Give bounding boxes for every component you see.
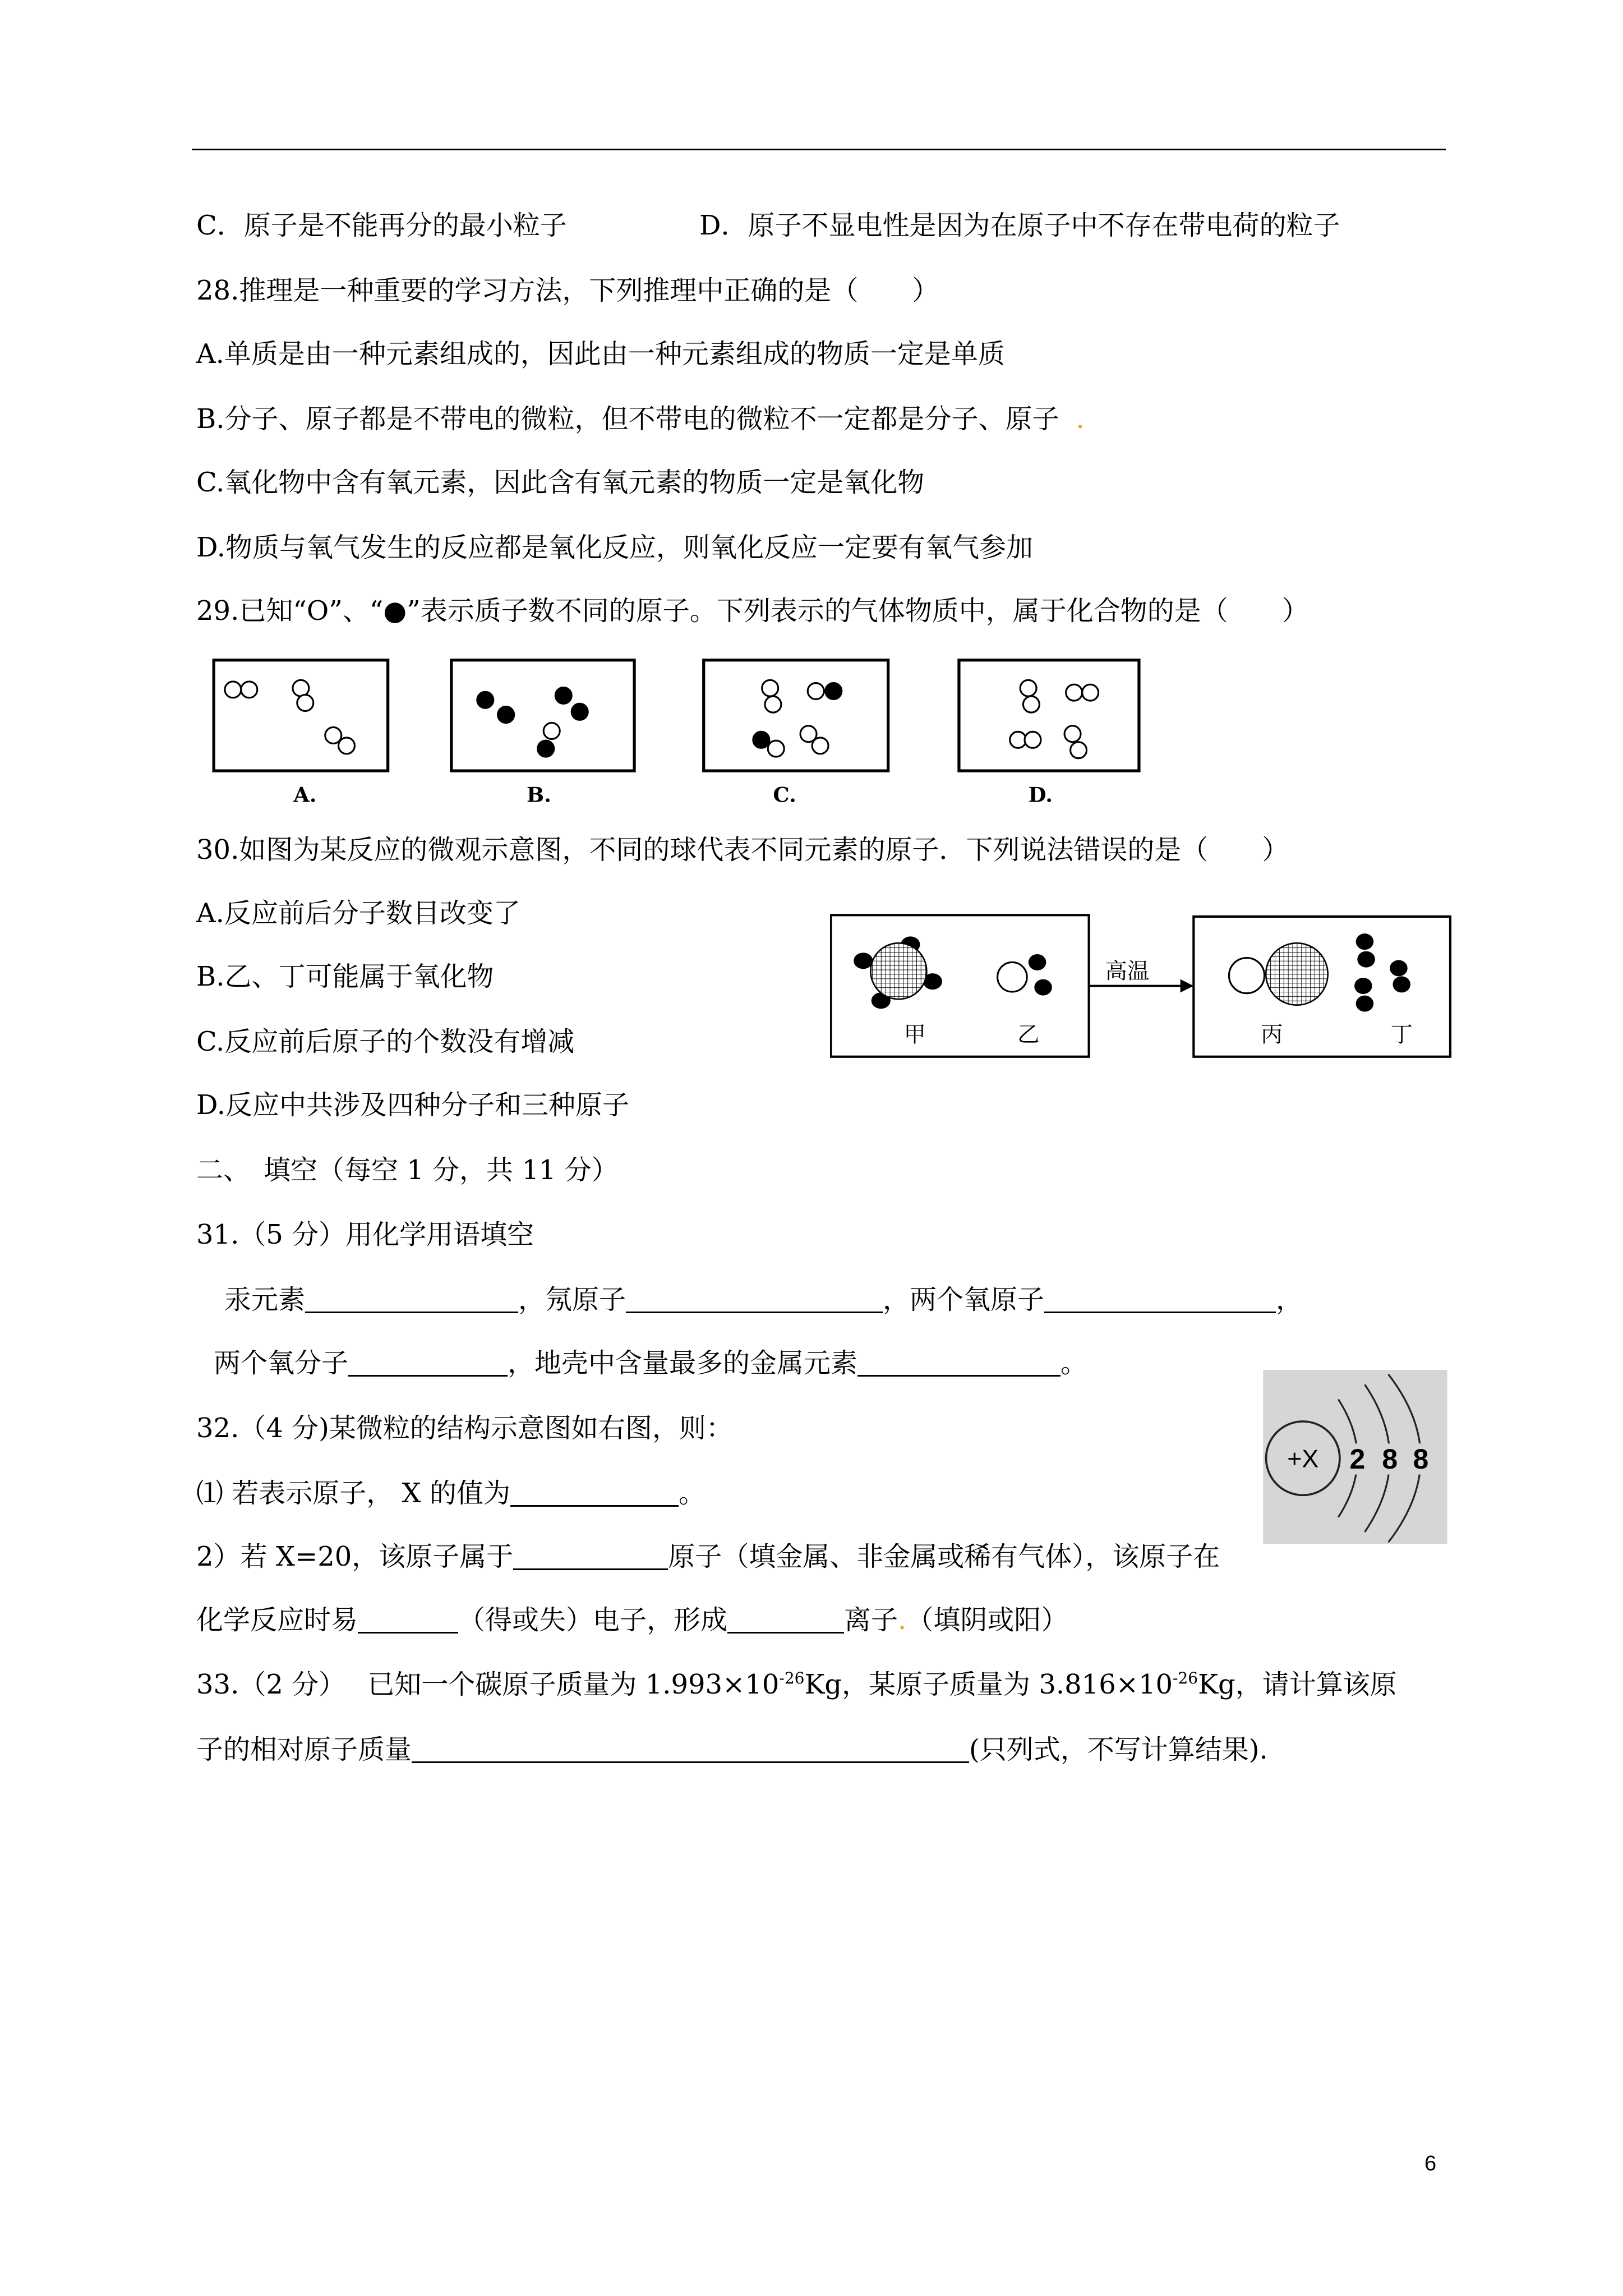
- q28-option-c: C.氧化物中含有氧元素，因此含有氧元素的物质一定是氧化物: [196, 467, 925, 498]
- q31-line-2-end: 。: [1061, 1347, 1088, 1379]
- answer-blank: [1044, 1289, 1276, 1313]
- answer-blank: [412, 1739, 969, 1763]
- q31-prompt-mercury: 汞元素: [224, 1284, 306, 1315]
- answer-blank: [510, 1483, 679, 1507]
- atom-white: [765, 696, 781, 712]
- q31-stem: 31.（5 分）用化学用语填空: [196, 1219, 534, 1250]
- q32-ion-word: 离子: [844, 1604, 898, 1636]
- atom-black: [1029, 954, 1046, 970]
- q28-option-b-mark: .: [1076, 403, 1085, 435]
- atom-white: [1020, 680, 1036, 696]
- q32-part-2-prompt: 2）若 X=20，该原子属于: [196, 1541, 514, 1572]
- molecules-ding: [1354, 933, 1410, 1011]
- q32-part-2-text: 原子（填金属、非金属或稀有气体），该原子在: [668, 1541, 1220, 1572]
- section-2-heading: 二、 填空（每空 1 分，共 11 分）: [196, 1154, 619, 1186]
- q27-option-c: C．原子是不能再分的最小粒子: [196, 210, 567, 241]
- answer-blank: [305, 1289, 518, 1313]
- q29-box-d: [959, 660, 1139, 771]
- atom-white: [1066, 684, 1082, 701]
- q33-line-2: [196, 1733, 1268, 1766]
- q29-stem: 29.已知“O”、“●”表示质子数不同的原子。下列表示的气体物质中，属于化合物的是（ ）: [196, 595, 1309, 627]
- q30-option-b: B.乙、丁可能属于氧化物: [196, 961, 494, 992]
- atom-white: [1023, 696, 1039, 712]
- q32-part-1-end: 。: [678, 1478, 706, 1509]
- q28-option-b: [196, 402, 1085, 436]
- atom-white: [1010, 731, 1026, 748]
- answer-blank: [348, 1352, 508, 1377]
- atom-hatched: [1266, 943, 1327, 1005]
- q31-line-1: [224, 1283, 1303, 1317]
- q29-box-c: [704, 660, 888, 771]
- atom-black: [1354, 978, 1372, 994]
- answer-blank: [727, 1609, 844, 1634]
- atom-structure-diagram: [1263, 1370, 1447, 1544]
- atom-black: [1393, 976, 1410, 992]
- atom-white: [768, 740, 784, 757]
- atom-white: [241, 682, 257, 698]
- atom-white: [762, 680, 778, 696]
- q31-prompt-two-oxygen-atoms: ，两个氧原子: [883, 1284, 1045, 1315]
- molecule-bing: [1229, 943, 1327, 1005]
- atom-white: [225, 682, 241, 698]
- q29-figure: [206, 654, 1151, 812]
- atom-white: [1082, 684, 1099, 701]
- page-number: 6: [1424, 2152, 1437, 2175]
- q29-box-a-frame: [214, 660, 388, 771]
- q32-prompt-gain-lose: 化学反应时易: [196, 1604, 358, 1636]
- atom-black: [498, 707, 514, 723]
- atom-black: [1357, 951, 1375, 968]
- q32-part-1-prompt: ⑴ 若表示原子， X 的值为: [196, 1478, 510, 1509]
- atom-white: [1229, 958, 1264, 993]
- answer-blank: [358, 1609, 458, 1634]
- q33-line-1: [196, 1668, 1397, 1701]
- atom-white: [543, 723, 560, 739]
- atom-black: [854, 953, 873, 969]
- label-ding: 丁: [1390, 1022, 1413, 1047]
- q33-text-atom-mass: Kg，某原子质量为 3.816×10: [804, 1669, 1173, 1700]
- q28-option-d: D.物质与氧气发生的反应都是氧化反应，则氧化反应一定要有氧气参加: [196, 532, 1034, 563]
- label-jia: 甲: [903, 1022, 926, 1047]
- q33-text-carbon-mass: 33.（2 分） 已知一个碳原子质量为 1.993×10: [196, 1669, 780, 1700]
- q32-prompt-form: （得或失）电子，形成: [458, 1604, 728, 1636]
- answer-blank: [626, 1289, 883, 1313]
- q33-exponent-1: -26: [779, 1669, 805, 1687]
- label-yi: 乙: [1017, 1022, 1040, 1047]
- answer-blank: [857, 1352, 1061, 1377]
- atom-black: [555, 687, 571, 703]
- atom-black: [477, 692, 494, 708]
- atom-hatched: [870, 943, 926, 999]
- atom-black: [1356, 996, 1374, 1012]
- q32-part-2-continued: [196, 1603, 1068, 1637]
- atom-black: [538, 740, 554, 757]
- q31-line-1-end: ，: [1276, 1284, 1303, 1315]
- q27-option-d: D．原子不显电性是因为在原子中不存在带电荷的粒子: [699, 210, 1340, 241]
- atom-white: [338, 738, 354, 754]
- q33-prompt-relative-mass: 子的相对原子质量: [196, 1734, 412, 1765]
- q33-instruction: (只列式，不写计算结果).: [969, 1734, 1268, 1765]
- atom-black: [1356, 933, 1374, 950]
- atom-white: [1025, 731, 1041, 748]
- q30-option-c: C.反应前后原子的个数没有增减: [196, 1026, 575, 1057]
- atom-black: [826, 683, 842, 700]
- atom-black: [1034, 979, 1052, 996]
- header-rule: [192, 149, 1446, 150]
- q30-option-d: D.反应中共涉及四种分子和三种原子: [196, 1089, 630, 1121]
- q29-label-d: D.: [1028, 782, 1053, 807]
- q31-prompt-neon: ，氖原子: [518, 1284, 626, 1315]
- atom-white: [812, 738, 828, 754]
- q29-box-d-frame: [959, 660, 1139, 771]
- q29-label-a: A.: [293, 782, 317, 807]
- q32-part-2: [196, 1540, 1220, 1573]
- shell-1-electrons: 2: [1349, 1443, 1366, 1475]
- q28-option-b-text: B.分子、原子都是不带电的微粒，但不带电的微粒不一定都是分子、原子: [196, 403, 1059, 435]
- q28-option-a: A.单质是由一种元素组成的，因此由一种元素组成的物质一定是单质: [196, 338, 1005, 370]
- shell-3-electrons: 8: [1413, 1443, 1429, 1475]
- q31-prompt-two-oxygen-molecules: 两个氧分子: [214, 1347, 349, 1379]
- q30-stem: 30.如图为某反应的微观示意图，不同的球代表不同元素的原子．下列说法错误的是（ ）: [196, 834, 1289, 866]
- atom-black: [571, 703, 588, 720]
- q31-prompt-metal-element: ，地壳中含量最多的金属元素: [508, 1347, 858, 1379]
- answer-blank: [513, 1546, 668, 1570]
- shell-2-electrons: 8: [1382, 1443, 1398, 1475]
- q29-box-a: [214, 660, 388, 771]
- atom-white: [297, 695, 313, 711]
- molecule-jia: [854, 936, 942, 1009]
- q32-ion-hint: （填阴或阳）: [906, 1604, 1068, 1636]
- label-bing: 丙: [1261, 1022, 1283, 1047]
- atom-white: [1071, 742, 1087, 758]
- q30-reaction-diagram: [830, 912, 1453, 1060]
- q32-ion-mark: .: [898, 1604, 907, 1636]
- molecule-yi: [998, 954, 1052, 996]
- q29-box-c-frame: [704, 660, 888, 771]
- atom-white: [998, 962, 1027, 992]
- q33-exponent-2: -26: [1173, 1669, 1198, 1687]
- atom-black: [1390, 960, 1408, 976]
- q29-label-c: C.: [773, 782, 796, 807]
- q32-stem: 32.（4 分)某微粒的结构示意图如右图，则：: [196, 1412, 733, 1444]
- q31-line-2: [214, 1346, 1087, 1380]
- q30-option-a: A.反应前后分子数目改变了: [196, 898, 520, 929]
- atom-white: [293, 680, 309, 696]
- atom-black: [753, 731, 769, 748]
- q28-stem: 28.推理是一种重要的学习方法，下列推理中正确的是（ ）: [196, 275, 939, 306]
- nucleus-charge: +X: [1287, 1445, 1319, 1473]
- q29-box-b: [451, 660, 634, 771]
- q33-text-calculate: Kg，请计算该原: [1198, 1669, 1397, 1700]
- q29-label-b: B.: [526, 782, 551, 807]
- reaction-condition: 高温: [1105, 959, 1150, 984]
- atom-white: [808, 683, 824, 700]
- q32-part-1: [196, 1476, 706, 1510]
- atom-white: [1064, 726, 1081, 742]
